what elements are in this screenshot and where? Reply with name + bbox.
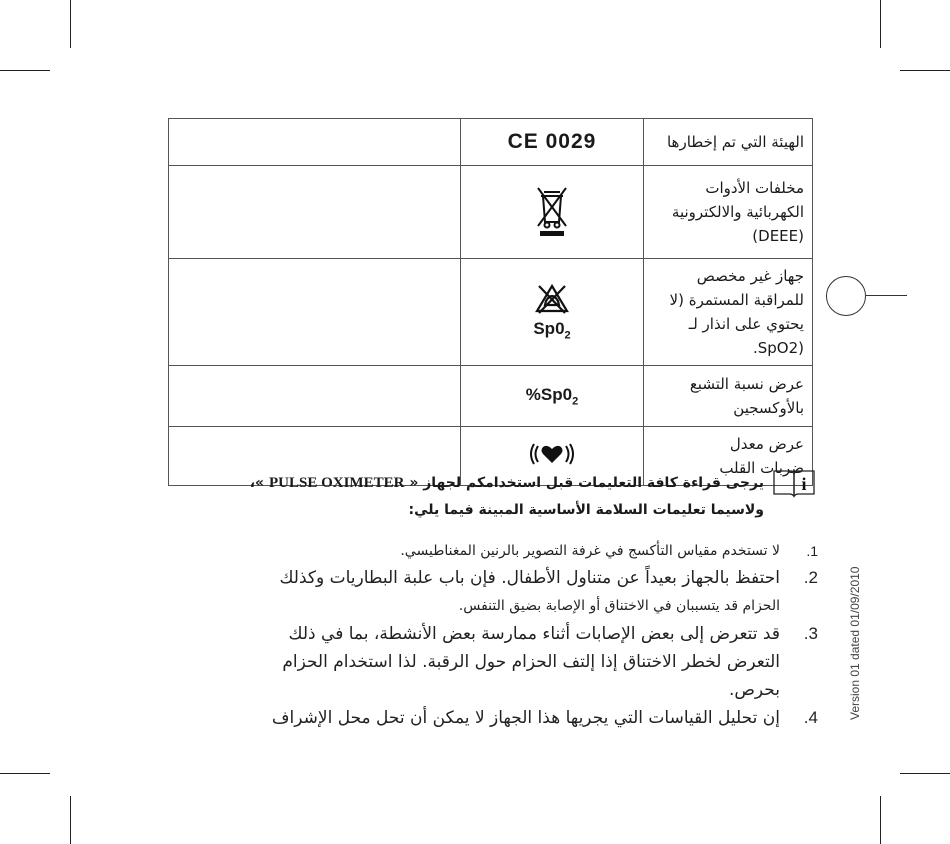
crop-mark (70, 0, 71, 48)
spo2-percent-symbol (525, 384, 579, 408)
empty-cell (169, 166, 461, 259)
description-line: بالأوكسجين (733, 399, 804, 417)
item-line: إن تحليل القياسات التي يجريها هذا الجهاز لا يمكن أن تحل محل الإشراف (271, 708, 780, 728)
item-line: الحزام قد يتسببان في الاختناق أو الإصابة بضيق التنفس. (458, 598, 780, 614)
crop-mark (880, 0, 881, 48)
list-item (168, 564, 818, 620)
item-text (168, 564, 780, 620)
description-line: يحتوي على انذار لـ (688, 315, 804, 333)
item-number: 4. (803, 708, 818, 727)
crop-mark (70, 796, 71, 844)
crop-mark (880, 796, 881, 844)
empty-cell (169, 366, 461, 427)
spo2-caption (461, 319, 643, 341)
item-line: بحرص. (728, 680, 780, 700)
heartbeat-icon (530, 441, 574, 467)
symbol-cell (461, 119, 644, 166)
section-tab-line (865, 295, 907, 296)
description-cell: الهيئة التي تم إخطارها (644, 119, 813, 166)
spo2-label: Sp0 (533, 318, 565, 338)
crop-mark (900, 70, 950, 71)
item-text (168, 620, 780, 704)
section-tab-marker (826, 276, 866, 316)
description-line: ضربات القلب (719, 459, 804, 477)
item-line: التعرض لخطر الاختناق إذا إلتف الحزام حول الرقبة. لذا استخدام الحزام (282, 652, 780, 672)
list-item (168, 538, 818, 564)
symbols-table (168, 118, 813, 486)
description-cell (644, 366, 813, 427)
notice-suffix: »، (249, 475, 265, 491)
description-line: عرض معدل (729, 435, 804, 453)
spo2-subscript: 2 (572, 395, 579, 408)
item-line: لا تستخدم مقياس التأكسج في غرفة التصوير بالرنين المغناطيسي. (400, 543, 780, 559)
symbol-cell (461, 366, 644, 427)
description-line: (SpO2. (752, 339, 804, 357)
safety-notice-line (168, 470, 764, 497)
crop-mark (900, 773, 950, 774)
crop-mark (0, 70, 50, 71)
symbol-cell (461, 166, 644, 259)
symbol-cell (461, 259, 644, 366)
item-line: احتفظ بالجهاز بعيداً عن متناول الأطفال. فإن باب علبة البطاريات وكذلك (279, 568, 780, 588)
version-note: Version 01 dated 01/09/2010 (848, 566, 862, 720)
instructions-list (168, 538, 818, 732)
notice-prefix: يرجى قراءة كافة التعليمات قبل استخدامكم لجهاز « (409, 475, 764, 491)
ce-mark-icon: CE 0029 (507, 130, 597, 153)
empty-cell (169, 259, 461, 366)
list-item (168, 704, 818, 732)
info-book-icon (772, 468, 816, 498)
description-line: للمراقبة المستمرة (لا (669, 291, 804, 309)
crop-mark (0, 773, 50, 774)
description-line: (DEEE) (752, 227, 804, 245)
description-line: عرض نسبة التشبع (689, 375, 804, 393)
description-line: جهاز غير مخصص (696, 267, 804, 285)
svg-text:i: i (801, 474, 807, 494)
item-number: 2. (803, 568, 818, 587)
table-row (169, 259, 813, 366)
item-line: قد تتعرض إلى بعض الإصابات أثناء ممارسة بعض الأنشطة، بما في ذلك (288, 624, 780, 644)
safety-notice-line: ولاسيما تعليمات السلامة الأساسية المبينة فيما يلي: (408, 502, 764, 518)
crossed-bin-icon (532, 182, 572, 238)
description-cell (644, 166, 813, 259)
item-number: 1. (806, 543, 818, 559)
empty-cell (169, 119, 461, 166)
list-item (168, 620, 818, 704)
item-text (168, 704, 780, 732)
item-number: 3. (803, 624, 818, 643)
table-row (169, 366, 813, 427)
spo2-percent-label: %Sp0 (525, 384, 573, 404)
description-line: الكهربائية والالكترونية (671, 203, 804, 221)
alarm-off-icon (461, 283, 643, 341)
product-name: PULSE OXIMETER (268, 475, 405, 491)
safety-notice (168, 470, 764, 524)
description-line: مخلفات الأدوات (705, 179, 804, 197)
description-cell (644, 259, 813, 366)
item-text (168, 538, 780, 564)
spo2-subscript: 2 (564, 329, 571, 342)
table-row (169, 119, 813, 166)
table-row (169, 166, 813, 259)
